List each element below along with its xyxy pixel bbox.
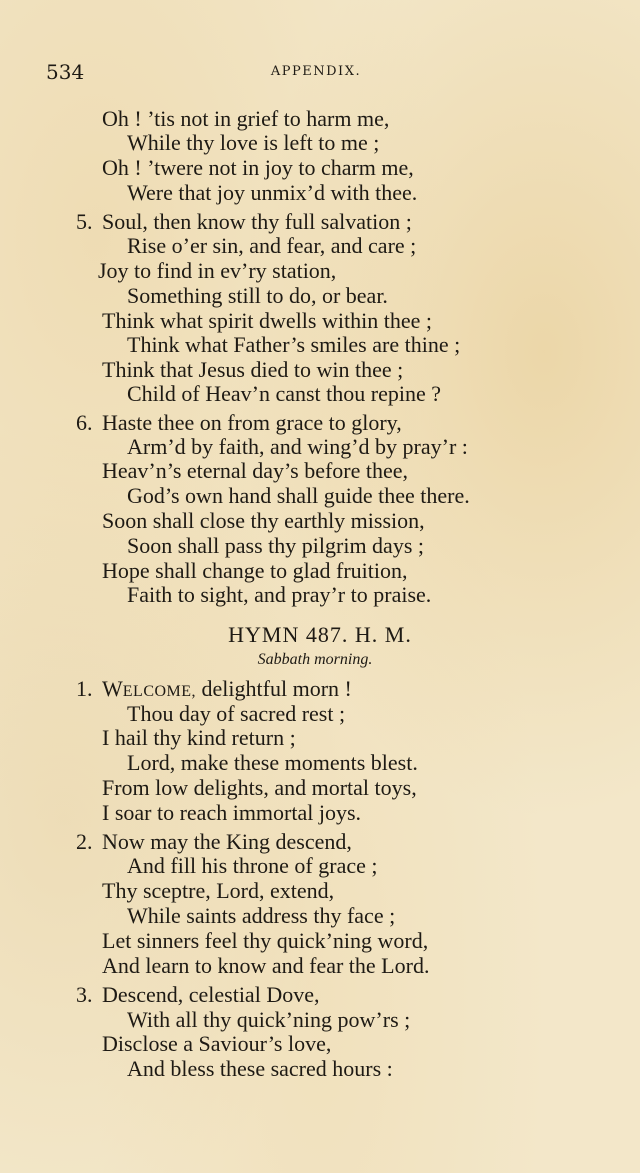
verse-line: And fill his throne of grace ;	[127, 853, 378, 878]
verse-line: Thou day of sacred rest ;	[127, 701, 346, 726]
verse-line: Think what spirit dwells within thee ;	[102, 308, 432, 333]
verse-line: Joy to find in ev’ry station,	[98, 258, 337, 283]
verse-line: Think that Jesus died to win thee ;	[102, 357, 404, 382]
verse-line: While thy love is left to me ;	[127, 130, 380, 155]
verse-line: And learn to know and fear the Lord.	[102, 953, 430, 978]
verse-line: While saints address thy face ;	[127, 903, 396, 928]
verse-line: Oh ! ’twere not in joy to charm me,	[102, 155, 414, 180]
verse-line: Now may the King descend,	[102, 829, 352, 854]
stanza-number: 3.	[76, 982, 93, 1007]
verse-line: I soar to reach immortal joys.	[102, 800, 362, 825]
verse-line: Arm’d by faith, and wing’d by pray’r :	[127, 434, 468, 459]
verse-line: Were that joy unmix’d with thee.	[127, 180, 418, 205]
verse-line: Faith to sight, and pray’r to praise.	[127, 582, 432, 607]
small-caps-rest: ELCOME,	[122, 683, 197, 700]
stanza-number: 2.	[76, 829, 93, 854]
page-number: 534	[46, 60, 85, 84]
stanza-number: 5.	[76, 209, 93, 234]
verse-line: Heav’n’s eternal day’s before thee,	[102, 458, 409, 483]
verse-line: God’s own hand shall guide thee there.	[127, 483, 470, 508]
verse-line: I hail thy kind return ;	[102, 725, 296, 750]
verse-line: Disclose a Saviour’s love,	[102, 1031, 332, 1056]
verse-line: Soon shall close thy earthly mission,	[102, 508, 425, 533]
verse-line: And bless these sacred hours :	[127, 1056, 393, 1081]
verse-line: Let sinners feel thy quick’ning word,	[102, 928, 429, 953]
verse-line: Soon shall pass thy pilgrim days ;	[127, 533, 424, 558]
verse-line: Descend, celestial Dove,	[102, 982, 320, 1007]
verse-line: Soul, then know thy full salvation ;	[102, 209, 412, 234]
verse-line: Hope shall change to glad fruition,	[102, 558, 408, 583]
verse-line-first	[102, 676, 352, 704]
running-head: APPENDIX.	[270, 64, 362, 79]
verse-line: With all thy quick’ning pow’rs ;	[127, 1007, 411, 1032]
verse-line: Thy sceptre, Lord, extend,	[102, 878, 335, 903]
hymn-subtitle: Sabbath morning.	[257, 651, 373, 668]
verse-line: Lord, make these moments blest.	[127, 750, 418, 775]
page-header	[46, 60, 586, 90]
verse-line-rest: delightful morn !	[196, 676, 352, 701]
verse-line: Oh ! ’tis not in grief to harm me,	[102, 106, 390, 131]
verse-line: Think what Father’s smiles are thine ;	[127, 332, 461, 357]
verse-line: Haste thee on from grace to glory,	[102, 410, 402, 435]
small-caps-initial: W	[102, 676, 123, 701]
verse-line: Rise o’er sin, and fear, and care ;	[127, 233, 417, 258]
hymn-title: HYMN 487. H. M.	[228, 622, 412, 647]
verse-line: From low delights, and mortal toys,	[102, 775, 417, 800]
verse-line: Child of Heav’n canst thou repine ?	[127, 381, 442, 406]
stanza-number: 6.	[76, 410, 93, 435]
verse-line: Something still to do, or bear.	[127, 283, 388, 308]
stanza-number: 1.	[76, 676, 93, 701]
